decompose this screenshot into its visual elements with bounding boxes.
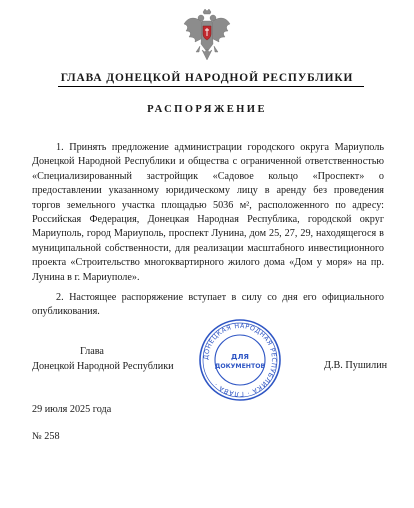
paragraph-2: 2. Настоящее распоряжение вступает в силу со дня его официального опубликования. — [32, 292, 384, 318]
paragraph-1: 1. Принять предложение администрации городского округа Мариуполь Донецкой Народной Республики и общества с ограниченной ответственностью «Специализированный застройщик «Садовое кольцо «Проспект» о предоставлении указанному юридическому лицу в аренду без проведения торгов земельного участка площадью 5036 м², расположенного по адресу: Российская Федерация, Донецкая Народная Республика, городской округ Мариуполь, город Мариуполь, проспект Лунина, дом 25, 27, 29, находящегося в муниципальной собственности, для реализации масштабного инвестиционного проекта «Строительство многоквартирного жилого дома «Дом у моря» на пр. Лунина в г. Мариуполе». — [32, 142, 384, 283]
document-type-title: РАСПОРЯЖЕНИЕ — [147, 104, 267, 115]
signer-title-line-2: Донецкой Народной Республики — [32, 361, 174, 372]
header-divider — [58, 86, 364, 87]
document-number: № 258 — [32, 431, 60, 442]
signer-title-line-1: Глава — [80, 346, 104, 357]
issuer-title: ГЛАВА ДОНЕЦКОЙ НАРОДНОЙ РЕСПУБЛИКИ — [60, 72, 354, 84]
seal-ring-text: ДОНЕЦКАЯ НАРОДНАЯ РЕСПУБЛИКА · ГЛАВА · — [201, 321, 279, 399]
coat-of-arms-emblem — [183, 8, 231, 62]
signer-name: Д.В. Пушилин — [324, 360, 388, 371]
seal-center-line-2: ДОКУМЕНТОВ — [214, 363, 266, 370]
seal-center-line-1: ДЛЯ — [231, 352, 249, 361]
official-seal-stamp — [198, 318, 282, 402]
document-date: 29 июля 2025 года — [32, 404, 112, 415]
